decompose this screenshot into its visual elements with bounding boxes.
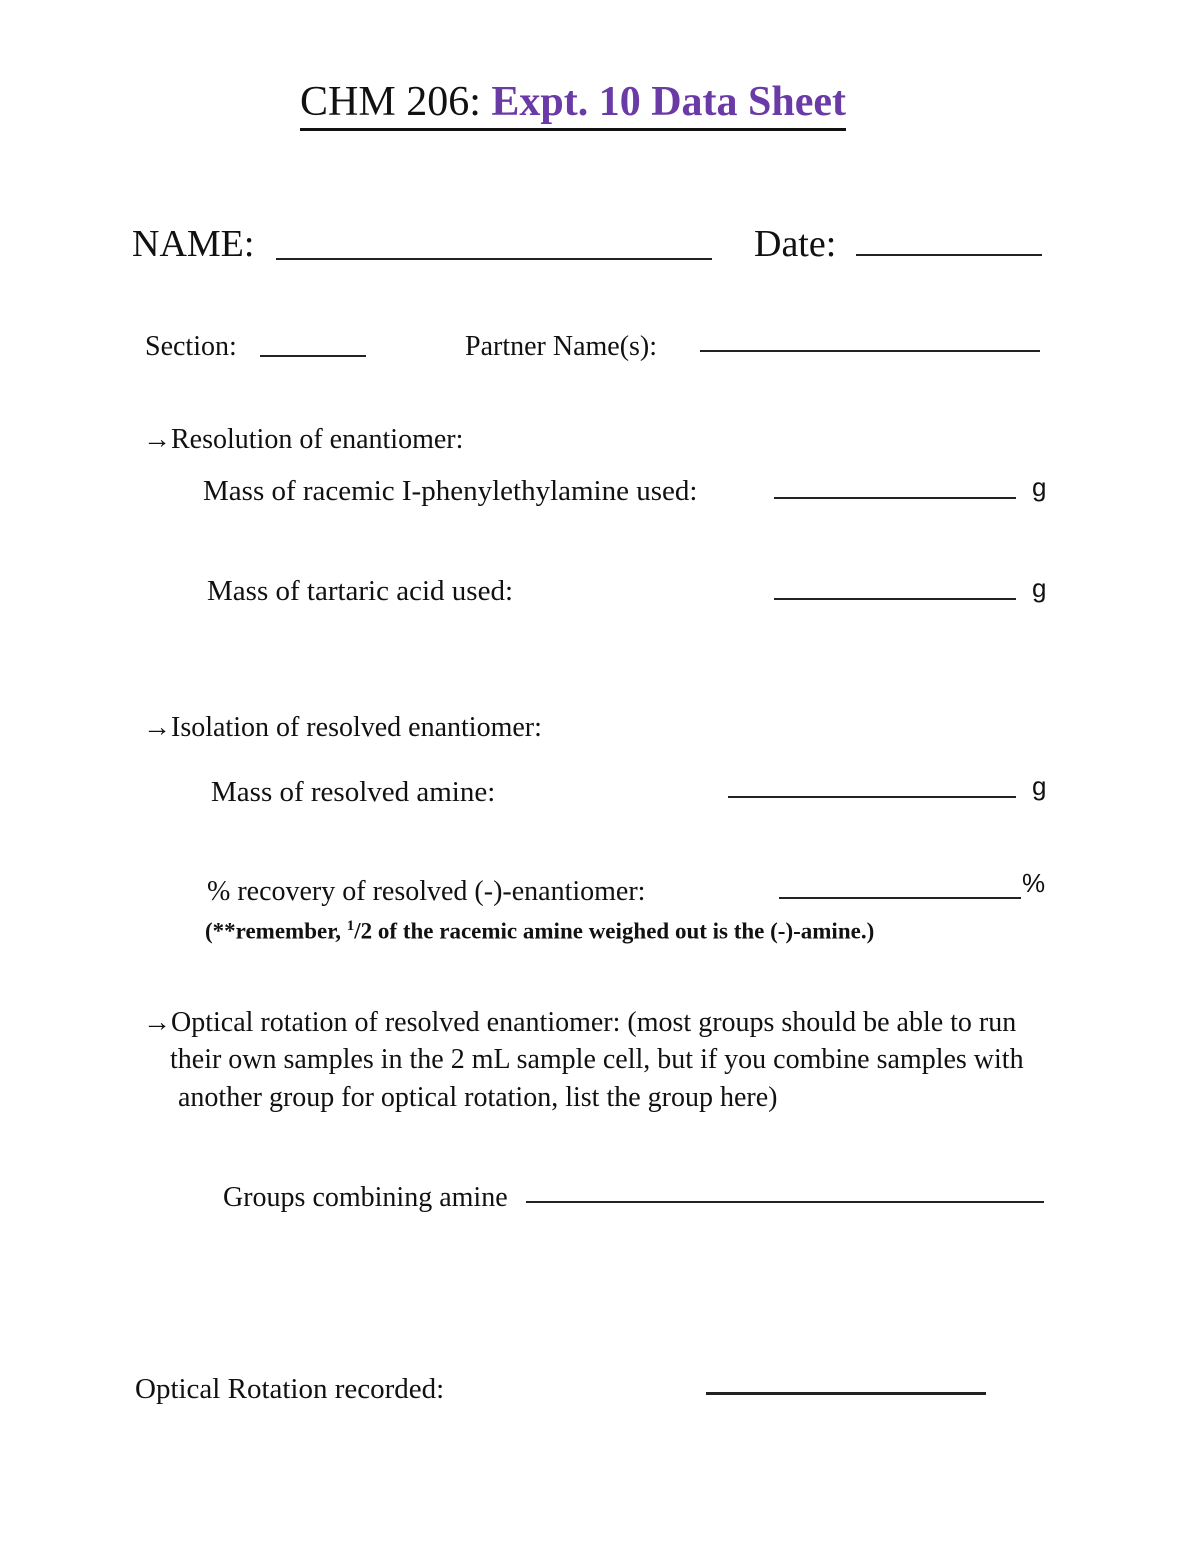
date-field[interactable] <box>856 254 1042 256</box>
optical-line-3: another group for optical rotation, list the group here) <box>178 1082 778 1113</box>
mass-racemic-field[interactable] <box>774 497 1016 499</box>
mass-racemic-label: Mass of racemic I-phenylethylamine used: <box>203 475 698 507</box>
recovery-label: % recovery of resolved (-)-enantiomer: <box>207 876 646 907</box>
partner-label: Partner Name(s): <box>465 331 658 362</box>
mass-resolved-unit: g <box>1032 771 1047 801</box>
note-prefix: (**remember, <box>205 918 347 944</box>
mass-tartaric-label: Mass of tartaric acid used: <box>207 575 514 607</box>
rotation-recorded-label: Optical Rotation recorded: <box>135 1373 445 1405</box>
course-code: CHM 206: <box>300 79 481 125</box>
note-sup: 1 <box>346 918 355 934</box>
recovery-unit: % <box>1022 868 1046 898</box>
mass-resolved-label: Mass of resolved amine: <box>211 776 496 808</box>
sheet-title: Expt. 10 Data Sheet <box>491 79 847 125</box>
name-field[interactable] <box>276 258 712 260</box>
resolution-heading: →Resolution of enantiomer: <box>143 424 464 455</box>
note-suffix: /2 of the racemic amine weighed out is the (-)-amine.) <box>354 918 875 944</box>
mass-tartaric-unit: g <box>1032 573 1047 603</box>
mass-resolved-field[interactable] <box>728 796 1016 798</box>
section-label: Section: <box>145 331 237 362</box>
groups-field[interactable] <box>526 1201 1044 1203</box>
optical-line-2: their own samples in the 2 mL sample cell, but if you combine samples with <box>170 1044 1024 1075</box>
isolation-heading: →Isolation of resolved enantiomer: <box>143 712 542 743</box>
date-label: Date: <box>754 223 837 265</box>
page-title <box>300 78 846 131</box>
mass-tartaric-field[interactable] <box>774 598 1016 600</box>
recovery-field[interactable] <box>779 897 1021 899</box>
mass-racemic-unit: g <box>1032 472 1047 502</box>
name-label: NAME: <box>132 223 255 265</box>
section-field[interactable] <box>260 355 366 357</box>
rotation-recorded-field[interactable] <box>706 1392 986 1395</box>
partner-field[interactable] <box>700 350 1040 352</box>
recovery-note <box>205 918 874 945</box>
optical-line-1: →Optical rotation of resolved enantiomer: (most groups should be able to run <box>143 1007 1017 1038</box>
groups-label: Groups combining amine <box>223 1182 508 1213</box>
